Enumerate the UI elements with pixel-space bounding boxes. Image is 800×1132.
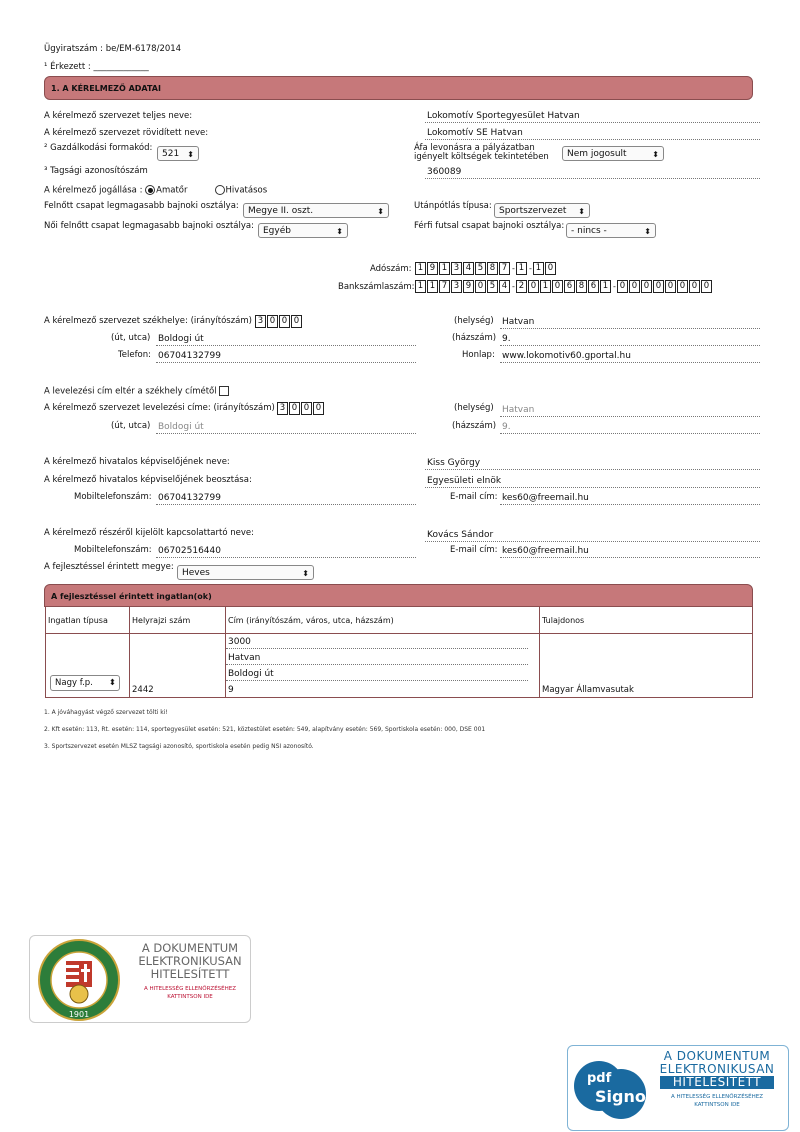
mlsz-seal-icon <box>36 937 122 1023</box>
full-name-value[interactable]: Lokomotív Sportegyesület Hatvan <box>425 110 760 123</box>
bank-account-label: Bankszámlaszám: <box>338 282 415 292</box>
col-header-owner: Tulajdonos <box>540 607 753 634</box>
digit-box: 3 <box>255 315 266 328</box>
short-name-value[interactable]: Lokomotív SE Hatvan <box>425 127 760 140</box>
address-line[interactable]: Hatvan <box>226 652 528 665</box>
digit-box: 5 <box>487 280 498 293</box>
property-type-select[interactable]: Nagy f.p. ⬍ <box>50 675 120 691</box>
digit-box: 8 <box>576 280 587 293</box>
digit-box: 0 <box>629 280 640 293</box>
seat-street-value[interactable]: Boldogi út <box>156 333 416 346</box>
property-table <box>45 606 753 698</box>
updown-icon: ⬍ <box>108 678 116 688</box>
digit-separator: - <box>529 264 532 273</box>
contact-mobile-value[interactable]: 06702516440 <box>156 545 416 558</box>
case-number: Ügyiratszám : be/EM-6178/2014 <box>44 44 182 54</box>
updown-icon: ⬍ <box>187 150 194 159</box>
digit-separator: - <box>512 282 515 291</box>
digit-box: 8 <box>487 262 498 275</box>
digit-box: 0 <box>701 280 712 293</box>
county-select[interactable]: Heves ⬍ <box>177 565 314 580</box>
cell-owner[interactable]: Magyar Államvasutak <box>540 634 753 698</box>
svg-text:Signo: Signo <box>595 1087 646 1106</box>
updown-icon: ⬍ <box>302 569 309 578</box>
digit-box: 0 <box>313 402 324 415</box>
stamp2-line3: HITELESÍTETT <box>660 1076 774 1089</box>
mail-street-value[interactable]: Boldogi út <box>156 421 416 434</box>
web-label: Honlap: <box>462 350 495 360</box>
seat-city-label: (helység) <box>454 316 494 326</box>
youth-type-label: Utánpótlás típusa: <box>414 201 492 211</box>
svg-text:1901: 1901 <box>68 1010 90 1019</box>
updown-icon: ⬍ <box>644 227 651 236</box>
digit-box: 0 <box>267 315 278 328</box>
cell-address <box>226 634 540 698</box>
stamp2-line1: A DOKUMENTUM <box>663 1049 771 1063</box>
youth-type-select[interactable]: Sportszervezet ⬍ <box>494 203 590 218</box>
member-id-label: ³ Tagsági azonosítószám <box>44 166 148 176</box>
rep-name-label: A kérelmező hivatalos képviselőjének neve: <box>44 457 230 467</box>
mail-differs-checkbox[interactable] <box>219 386 229 396</box>
section-property-header: A fejlesztéssel érintett ingatlan(ok) <box>44 584 753 607</box>
rep-email-value[interactable]: kes60@freemail.hu <box>500 492 760 505</box>
digit-box: 1 <box>533 262 544 275</box>
legal-status-row: A kérelmező jogállása : Amatőr Hivatásos <box>44 185 268 196</box>
rep-mobile-value[interactable]: 06704132799 <box>156 492 416 505</box>
mail-zip-boxes[interactable] <box>277 402 325 415</box>
rep-email-label: E-mail cím: <box>450 492 498 502</box>
rep-position-label: A kérelmező hivatalos képviselőjének beosztása: <box>44 475 252 485</box>
digit-box: 0 <box>289 402 300 415</box>
digit-box: 1 <box>600 280 611 293</box>
col-header-type: Ingatlan típusa <box>46 607 130 634</box>
svg-text:pdf: pdf <box>587 1071 612 1086</box>
seat-street-label: (út, utca) <box>111 333 151 343</box>
women-league-label: Női felnőtt csapat legmagasabb bajnoki osztálya: <box>44 221 254 231</box>
tax-number-boxes[interactable] <box>415 262 557 275</box>
address-line[interactable]: Boldogi út <box>226 668 528 681</box>
county-label: A fejlesztéssel érintett megye: <box>44 562 174 572</box>
radio-amateur[interactable] <box>145 185 155 195</box>
digit-box: 1 <box>540 280 551 293</box>
digit-box: 0 <box>279 315 290 328</box>
phone-value[interactable]: 06704132799 <box>156 350 416 363</box>
mail-label: A kérelmező szervezet levelezési címe: (irányítószám) <box>44 403 275 413</box>
footnote-3: 3. Sportszervezet esetén MLSZ tagsági azonosító, sportiskola esetén pedig NSI azonosító. <box>44 743 314 750</box>
updown-icon: ⬍ <box>578 207 585 216</box>
address-line[interactable]: 9 <box>228 685 234 695</box>
digit-box: 5 <box>475 262 486 275</box>
table-header-row <box>46 607 753 634</box>
mail-city-label: (helység) <box>454 403 494 413</box>
stamp1-line1: A DOKUMENTUM <box>141 941 239 955</box>
digit-box: 3 <box>277 402 288 415</box>
member-id-value[interactable]: 360089 <box>425 166 760 179</box>
cell-lot[interactable]: 2442 <box>130 634 226 698</box>
stamp1-line5: KATTINTSON IDE <box>167 994 213 1000</box>
digit-box: 4 <box>463 262 474 275</box>
short-name-label: A kérelmező szervezet rövidített neve: <box>44 128 209 138</box>
stamp1-line3: HITELESÍTETT <box>150 967 230 981</box>
digit-box: 0 <box>677 280 688 293</box>
table-row <box>46 634 753 698</box>
digit-box: 1 <box>415 262 426 275</box>
stamp2-line5: KATTINTSON IDE <box>694 1102 740 1108</box>
col-header-address: Cím (irányítószám, város, utca, házszám) <box>226 607 540 634</box>
updown-icon: ⬍ <box>652 150 659 159</box>
seat-city-value[interactable]: Hatvan <box>500 316 760 329</box>
futsal-label: Férfi futsal csapat bajnoki osztálya: <box>414 221 565 231</box>
contact-email-label: E-mail cím: <box>450 545 498 555</box>
phone-label: Telefon: <box>118 350 152 360</box>
women-league-select[interactable]: Egyéb ⬍ <box>258 223 348 238</box>
rep-position-value[interactable]: Egyesületi elnök <box>425 475 760 488</box>
digit-box: 0 <box>528 280 539 293</box>
updown-icon: ⬍ <box>377 207 384 216</box>
bank-account-boxes[interactable] <box>415 280 713 293</box>
digit-box: 0 <box>552 280 563 293</box>
digit-box: 6 <box>564 280 575 293</box>
footnote-1: 1. A jóváhagyást végző szervezet tölti ki! <box>44 709 168 716</box>
contact-mobile-label: Mobiltelefonszám: <box>74 545 152 555</box>
digit-box: 0 <box>545 262 556 275</box>
web-value[interactable]: www.lokomotiv60.gportal.hu <box>500 350 760 363</box>
seat-zip-boxes[interactable] <box>255 315 303 328</box>
digit-box: 4 <box>499 280 510 293</box>
col-header-lot: Helyrajzi szám <box>130 607 226 634</box>
digit-separator: - <box>512 264 515 273</box>
futsal-select[interactable]: - nincs - ⬍ <box>566 223 656 238</box>
contact-name-value[interactable]: Kovács Sándor <box>425 529 760 542</box>
digit-box: 7 <box>499 262 510 275</box>
updown-icon: ⬍ <box>336 227 343 236</box>
adult-league-label: Felnőtt csapat legmagasabb bajnoki osztálya: <box>44 201 239 211</box>
digit-box: 9 <box>427 262 438 275</box>
digit-box: 0 <box>475 280 486 293</box>
digit-box: 0 <box>301 402 312 415</box>
digit-box: 1 <box>427 280 438 293</box>
stamp2-line2: ELEKTRONIKUSAN <box>659 1062 775 1076</box>
digit-box: 2 <box>516 280 527 293</box>
pdfsigno-logo-icon <box>571 1054 651 1124</box>
tax-number-label: Adószám: <box>370 264 412 274</box>
digit-box: 0 <box>653 280 664 293</box>
digit-box: 0 <box>641 280 652 293</box>
digit-box: 1 <box>516 262 527 275</box>
address-line[interactable]: 3000 <box>226 636 528 649</box>
digit-box: 3 <box>451 262 462 275</box>
received-field: ¹ Érkezett : _____________ <box>44 62 149 72</box>
business-code-select[interactable]: 521 ⬍ <box>157 146 199 161</box>
cell-type <box>46 634 130 698</box>
digit-box: 6 <box>588 280 599 293</box>
digit-separator: - <box>613 282 616 291</box>
section-applicant-header: 1. A KÉRELMEZŐ ADATAI <box>44 76 753 100</box>
mail-differs-row: A levelezési cím eltér a székhely címétől <box>44 386 229 397</box>
digit-box: 9 <box>463 280 474 293</box>
mail-house-label: (házszám) <box>452 421 497 431</box>
digit-box: 3 <box>451 280 462 293</box>
rep-name-value[interactable]: Kiss György <box>425 457 760 470</box>
digit-box: 0 <box>291 315 302 328</box>
digit-box: 0 <box>665 280 676 293</box>
digit-box: 7 <box>439 280 450 293</box>
digit-box: 0 <box>617 280 628 293</box>
seat-house-value[interactable]: 9. <box>500 333 760 346</box>
stamp1-line4: A HITELESSÉG ELLENŐRZÉSÉHEZ <box>143 986 237 992</box>
stamp1-line2: ELEKTRONIKUSAN <box>138 954 242 968</box>
digit-box: 1 <box>439 262 450 275</box>
contact-email-value[interactable]: kes60@freemail.hu <box>500 545 760 558</box>
stamp2-line4: A HITELESSÉG ELLENŐRZÉSÉHEZ <box>670 1094 764 1100</box>
authentication-stamp-pdfsigno[interactable] <box>567 1045 789 1131</box>
radio-professional[interactable] <box>215 185 225 195</box>
adult-league-select[interactable]: Megye II. oszt. ⬍ <box>243 203 389 218</box>
authentication-stamp-mlsz[interactable] <box>29 935 251 1023</box>
mail-house-value[interactable]: 9. <box>500 421 760 434</box>
footnote-2: 2. Kft esetén: 113, Rt. esetén: 114, sportegyesület esetén: 521, köztestület esetén: 549, alapítvány esetén: 569, Sportiskola esetén: 000, DSE 001 <box>44 726 486 733</box>
digit-box: 1 <box>415 280 426 293</box>
mail-street-label: (út, utca) <box>111 421 151 431</box>
digit-box: 0 <box>689 280 700 293</box>
contact-name-label: A kérelmező részéről kijelölt kapcsolattartó neve: <box>44 528 254 538</box>
mail-city-value[interactable]: Hatvan <box>500 404 760 417</box>
business-code-label: ² Gazdálkodási formakód: <box>44 143 153 153</box>
vat-select[interactable]: Nem jogosult ⬍ <box>562 146 664 161</box>
full-name-label: A kérelmező szervezet teljes neve: <box>44 111 193 121</box>
seat-label: A kérelmező szervezet székhelye: (irányítószám) <box>44 316 252 326</box>
seat-house-label: (házszám) <box>452 333 497 343</box>
vat-label: Áfa levonásra a pályázatban igényelt költségek tekintetében <box>414 143 549 162</box>
rep-mobile-label: Mobiltelefonszám: <box>74 492 152 502</box>
